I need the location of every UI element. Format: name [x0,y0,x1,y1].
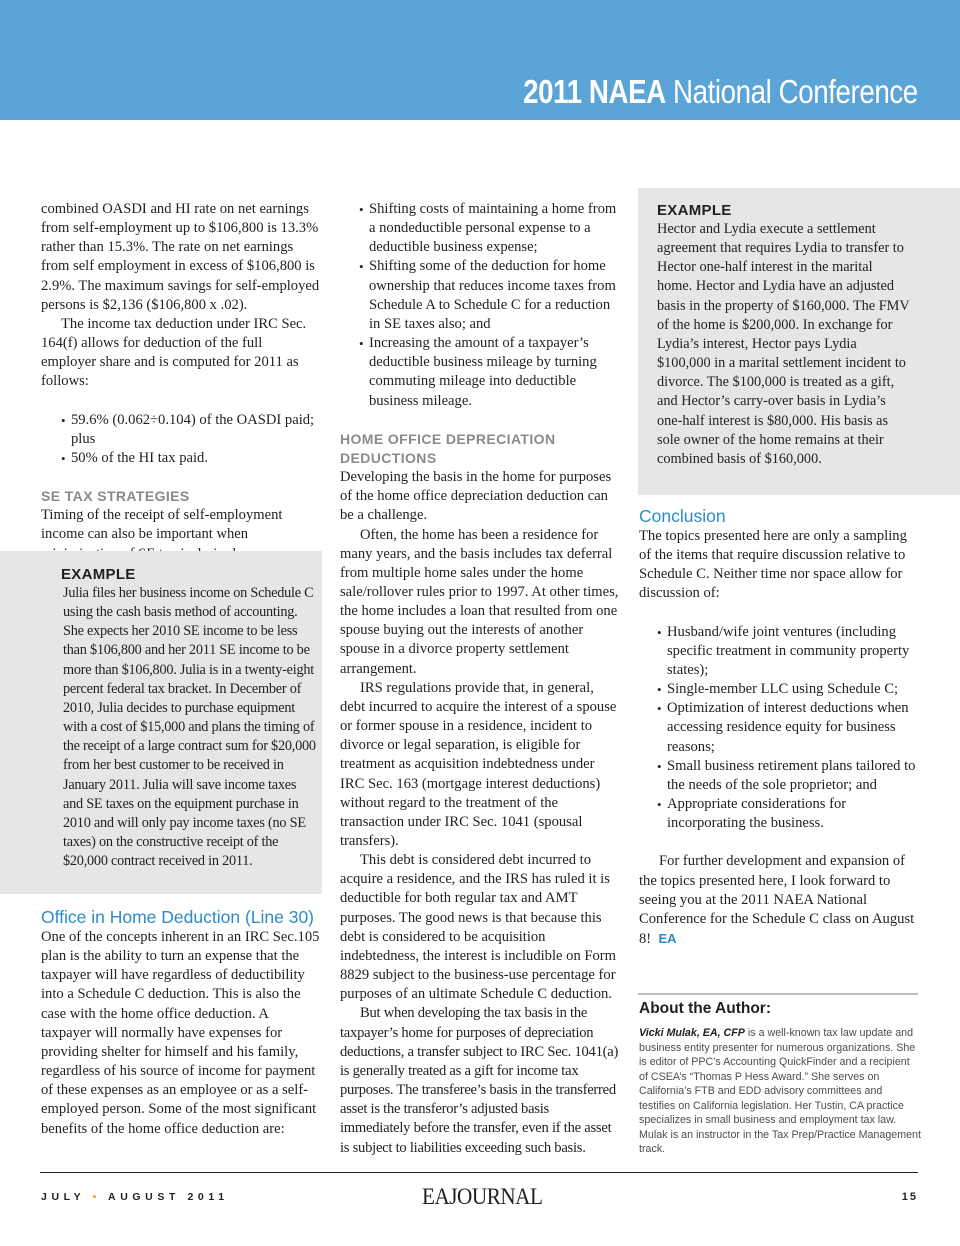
col2-bullet-list [340,200,619,411]
conference-title-bold: 2011 NAEA [523,73,666,110]
author-bio [639,1026,921,1157]
footer-divider [40,1172,918,1173]
example-text: Julia files her business income on Schedule C using the cash basis method of accounting. She expects her 2010 SE income to be less than $106,800 and her 2011 SE income to be more than $106,800. Julia is in a twenty-eight percent federal tax bracket. In December of 2010, Julia decides to purchase equipment with a cost of $15,000 and plans the timing of the receipt of a large contract sum for $20,000 from her best customer to be received in January 2011. Julia will save income taxes and SE taxes on the equipment purchase in 2010 and will only pay income taxes (no SE taxes) on the constructive receipt of the $20,000 contract received in 2011. [63,585,316,870]
list-item: • Appropriate considerations for incorporating the business. [657,795,918,833]
list-item: • 59.6% (0.062÷0.104) of the OASDI paid; plus [61,411,320,449]
issue-separator: • [92,1191,101,1203]
col2-paragraph-1: Developing the basis in the home for purposes of the home office depreciation deduction can be a challenge. [340,469,612,524]
col2-paragraph-4: This debt is considered debt incurred to acquire a residence, and the IRS has ruled it is deductible for both regular tax and AMT purposes. The good news is that because this debt is considered to be acquisition indebtedness, the interest is includible on Form 8829 subject to the business-use percentage for purposes of an ultimate Schedule C deduction. [340,852,617,1003]
list-item: • Shifting some of the deduction for home ownership that reduces income taxes from Schedule A to Schedule C for a reduction in SE taxes also; and [359,257,619,334]
issue-date [41,1190,229,1204]
col1-paragraph-2: The income tax deduction under IRC Sec. 164(f) allows for deduction of the full employer share and is computed for 2011 as follows: [41,315,307,390]
col2-paragraph-3: IRS regulations provide that, in general, debt incurred to acquire the interest of a spouse or former spouse in a residence, incident to divorce or legal separation, is eligible for treatment as acquisition indebtedness under IRC Sec. 163 (mortgage interest deductions) without regard to the treatment of the transaction under IRC Sec. 1041 (spousal transfers). [340,679,617,849]
example-title: EXAMPLE [657,202,732,219]
list-item: • Small business retirement plans tailored to the needs of the sole proprietor; and [657,757,918,795]
about-author-heading: About the Author: [639,1000,771,1017]
issue-month-1: JULY [41,1191,86,1203]
example-title: EXAMPLE [61,566,136,583]
conclusion-heading: Conclusion [639,506,726,526]
example-text: Hector and Lydia execute a settlement agreement that requires Lydia to transfer to Hector one-half interest in the marital home. Hector and Lydia have an adjusted basis in the property of $160,000. The FMV of the home is $200,000. In exchange for Lydia’s interest, Hector pays Lydia $100,000 in a marital settlement incident to divorce. The $100,000 is treated as a gift, and Hector’s carry-over basis in Lydia’s one-half interest is $80,000. His basis as sole owner of the home remains at their combined basis of $160,000. [657,221,910,467]
col2-paragraph-5: But when developing the tax basis in the taxpayer’s home for purposes of depreciation deductions, a transfer subject to IRC Sec. 1041(a) is generally treated as a gift for income tax purposes. The transferee’s basis in the transferred asset is the transferor’s adjusted basis immediately before the transfer, even if the asset is subject to liabilities exceeding such basis. [340,1005,619,1156]
col1-intro: combined OASDI and HI rate on net earnings from self-employment up to $106,800 is 13.3% rather than 15.3%. The rate on net earnings from self employment in excess of $106,800 is 2.9%. The maximum savings for self-employed persons is $2,136 ($106,800 x .02). [41,201,320,313]
conference-title [523,72,918,112]
column-left-lower [41,906,320,1139]
col1-bullet-list [41,411,320,468]
author-name: Vicki Mulak, EA, CFP [639,1027,745,1039]
closing-paragraph [639,852,918,949]
about-divider [638,993,918,995]
office-in-home-heading: Office in Home Deduction (Line 30) [41,907,315,927]
list-item: • Husband/wife joint ventures (including specific treatment in community property states); [657,623,918,680]
list-item: • Increasing the amount of a taxpayer’s deductible business mileage by turning commuting mileage into deductible business mileage. [359,334,619,411]
ea-end-mark: EA [658,930,677,946]
list-item: • Single-member LLC using Schedule C; [657,680,918,699]
office-in-home-text: One of the concepts inherent in an IRC Sec.105 plan is the ability to turn an expense that the taxpayer will have regardless of deductibility into a Schedule C deduction. This is also the case with the home office deduction. A taxpayer will normally have expenses for providing shelter for himself and his family, regardless of his source of income for payment of these expenses as an employee or as a self-employed person. Some of the most significant benefits of the home office deduction are: [41,929,320,1137]
depreciation-heading: HOME OFFICE DEPRECIATION DEDUCTIONS [340,430,556,466]
ea-journal-logo: EAJOURNAL [422,1184,543,1209]
issue-month-2: AUGUST 2011 [108,1191,229,1203]
se-tax-text: Timing of the receipt of self-employment income can also be important when [41,507,283,543]
page-number: 15 [901,1191,918,1203]
header-banner [0,0,960,120]
author-bio-text: is a well-known tax law update and business entity presenter for numerous organizations. She is editor of PPC’s Accounting QuickFinder and a recipient of CSEA’s “Thomas P Hess Award.” She serves on California’s FTB and EDD advisory committees and testifies on California legislation. Her Tustin, CA practice specializes in small business and employment tax law. Mulak is an instructor in the Tax Prep/Practice Management track. [639,1027,921,1155]
column-left [41,200,320,564]
col2-paragraph-2: Often, the home has been a residence for many years, and the basis includes tax deferral from multiple home sales under the home sale/rollover rules prior to 1997. At other times, the home includes a loan that resulted from one spouse buying out the interests of another spouse in a divorce property settlement arrangement. [340,526,619,677]
conclusion-text: The topics presented here are only a sampling of the items that require discussion relative to Schedule C. Neither time nor space allow for discussion of: [639,528,907,602]
list-item: • Optimization of interest deductions when accessing residence equity for business reasons; [657,699,918,756]
column-right [639,505,918,949]
se-tax-heading: SE TAX STRATEGIES [41,488,190,505]
column-middle [340,200,619,1158]
conclusion-bullet-list [639,623,918,834]
example-box-hector [638,188,960,495]
closing-text: For further development and expansion of the topics presented here, I look forward to seeing you at the 2011 NAEA National Conference for the Schedule C class on August 8! [639,853,915,947]
conference-title-rest: National Conference [665,73,918,110]
example-box-julia [0,551,322,894]
list-item: • 50% of the HI tax paid. [61,449,320,468]
list-item: • Shifting costs of maintaining a home from a nondeductible personal expense to a deductible business expense; [359,200,619,257]
